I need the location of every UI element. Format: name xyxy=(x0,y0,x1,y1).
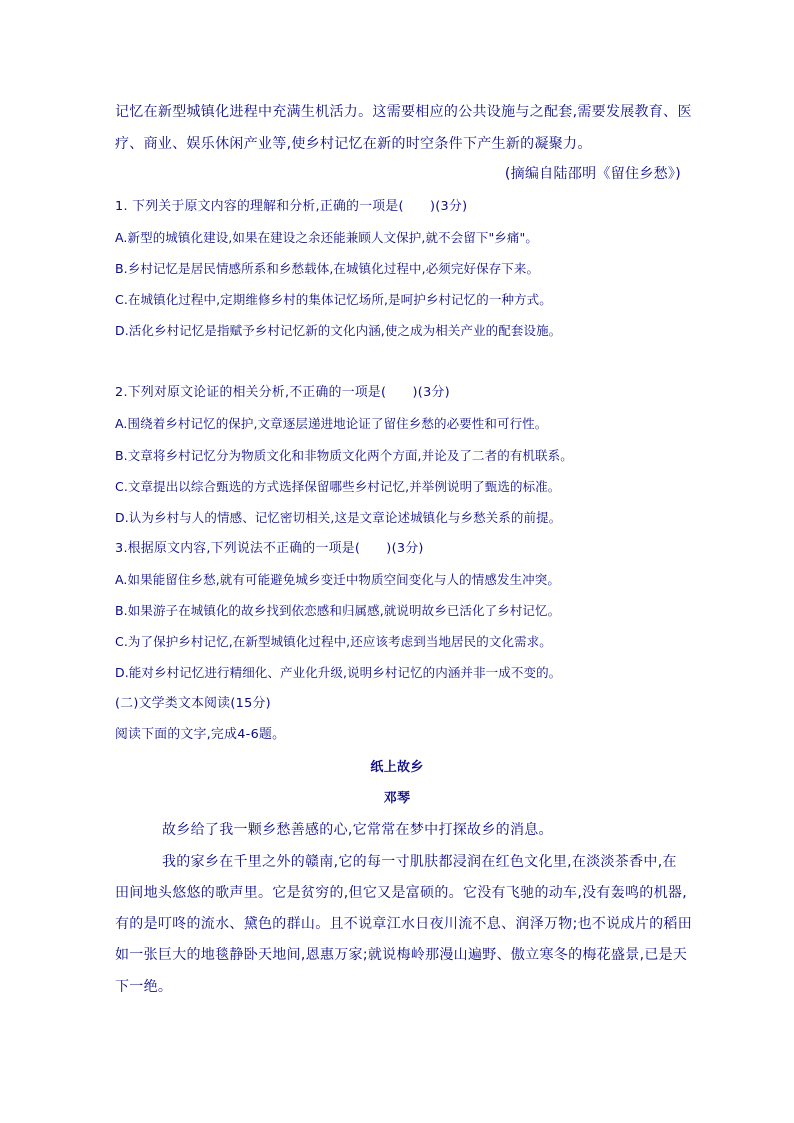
question-3-option-d: D.能对乡村记忆进行精细化、产业化升级,说明乡村记忆的内涵并非一成不变的。 xyxy=(115,665,562,680)
question-2-option-b: B.文章将乡村记忆分为物质文化和非物质文化两个方面,并论及了二者的有机联系。 xyxy=(115,448,573,463)
reading-instruction: 阅读下面的文字,完成4-6题。 xyxy=(115,727,286,742)
question-1-option-b: B.乡村记忆是居民情感所系和乡愁载体,在城镇化过程中,必须完好保存下来。 xyxy=(115,261,540,276)
question-1-option-d: D.活化乡村记忆是指赋予乡村记忆新的文化内涵,使之成为相关产业的配套设施。 xyxy=(115,323,562,338)
question-2-option-c: C.文章提出以综合甄选的方式选择保留哪些乡村记忆,并举例说明了甄选的标准。 xyxy=(115,479,561,494)
article-paragraph-2-line-4: 如一张巨大的地毯静卧天地间,恩惠万家;就说梅岭那漫山遍野、傲立寒冬的梅花盛景,已是天 xyxy=(115,947,688,963)
article-paragraph-2-line-3: 有的是叮咚的流水、黛色的群山。且不说章江水日夜川流不息、润泽万物;也不说成片的稻田 xyxy=(115,916,693,932)
article-paragraph-1: 故乡给了我一颗乡愁善感的心,它常常在梦中打探故乡的消息。 xyxy=(162,822,553,838)
article-author: 邓琴 xyxy=(383,791,411,806)
question-2-option-d: D.认为乡村与人的情感、记忆密切相关,这是文章论述城镇化与乡愁关系的前提。 xyxy=(115,510,562,525)
question-3-option-a: A.如果能留住乡愁,就有可能避免城乡变迁中物质空间变化与人的情感发生冲突。 xyxy=(115,572,560,587)
article-paragraph-2-line-1: 我的家乡在千里之外的赣南,它的每一寸肌肤都浸润在红色文化里,在淡淡茶香中,在 xyxy=(162,854,677,870)
passage-line-1: 记忆在新型城镇化进程中充满生机活力。这需要相应的公共设施与之配套,需要发展教育、医 xyxy=(115,104,692,120)
question-1-stem: 1. 下列关于原文内容的理解和分析,正确的一项是( )(3分) xyxy=(115,199,468,214)
section-heading: (二)文学类文本阅读(15分) xyxy=(115,696,271,711)
question-3-option-c: C.为了保护乡村记忆,在新型城镇化过程中,还应该考虑到当地居民的文化需求。 xyxy=(115,634,552,649)
question-1-option-a: A.新型的城镇化建设,如果在建设之余还能兼顾人文保护,就不会留下"乡痛"。 xyxy=(115,230,538,245)
passage-source: (摘编自陆邵明《留住乡愁》) xyxy=(504,166,681,182)
question-3-option-b: B.如果游子在城镇化的故乡找到依恋感和归属感,就说明故乡已活化了乡村记忆。 xyxy=(115,603,561,618)
article-paragraph-2-line-5: 下一绝。 xyxy=(115,979,173,995)
article-paragraph-2-line-2: 田间地头悠悠的歌声里。它是贫穷的,但它又是富硕的。它没有飞驰的动车,没有轰鸣的机器, xyxy=(115,885,687,901)
question-1-option-c: C.在城镇化过程中,定期维修乡村的集体记忆场所,是呵护乡村记忆的一种方式。 xyxy=(115,292,552,307)
passage-line-2: 疗、商业、娱乐休闲产业等,使乡村记忆在新的时空条件下产生新的凝聚力。 xyxy=(115,136,592,152)
question-3-stem: 3.根据原文内容,下列说法不正确的一项是( )(3分) xyxy=(115,541,424,556)
article-title: 纸上故乡 xyxy=(370,760,424,775)
question-2-option-a: A.围绕着乡村记忆的保护,文章逐层递进地论证了留住乡愁的必要性和可行性。 xyxy=(115,416,548,431)
question-2-stem: 2.下列对原文论证的相关分析,不正确的一项是( )(3分) xyxy=(115,385,450,400)
